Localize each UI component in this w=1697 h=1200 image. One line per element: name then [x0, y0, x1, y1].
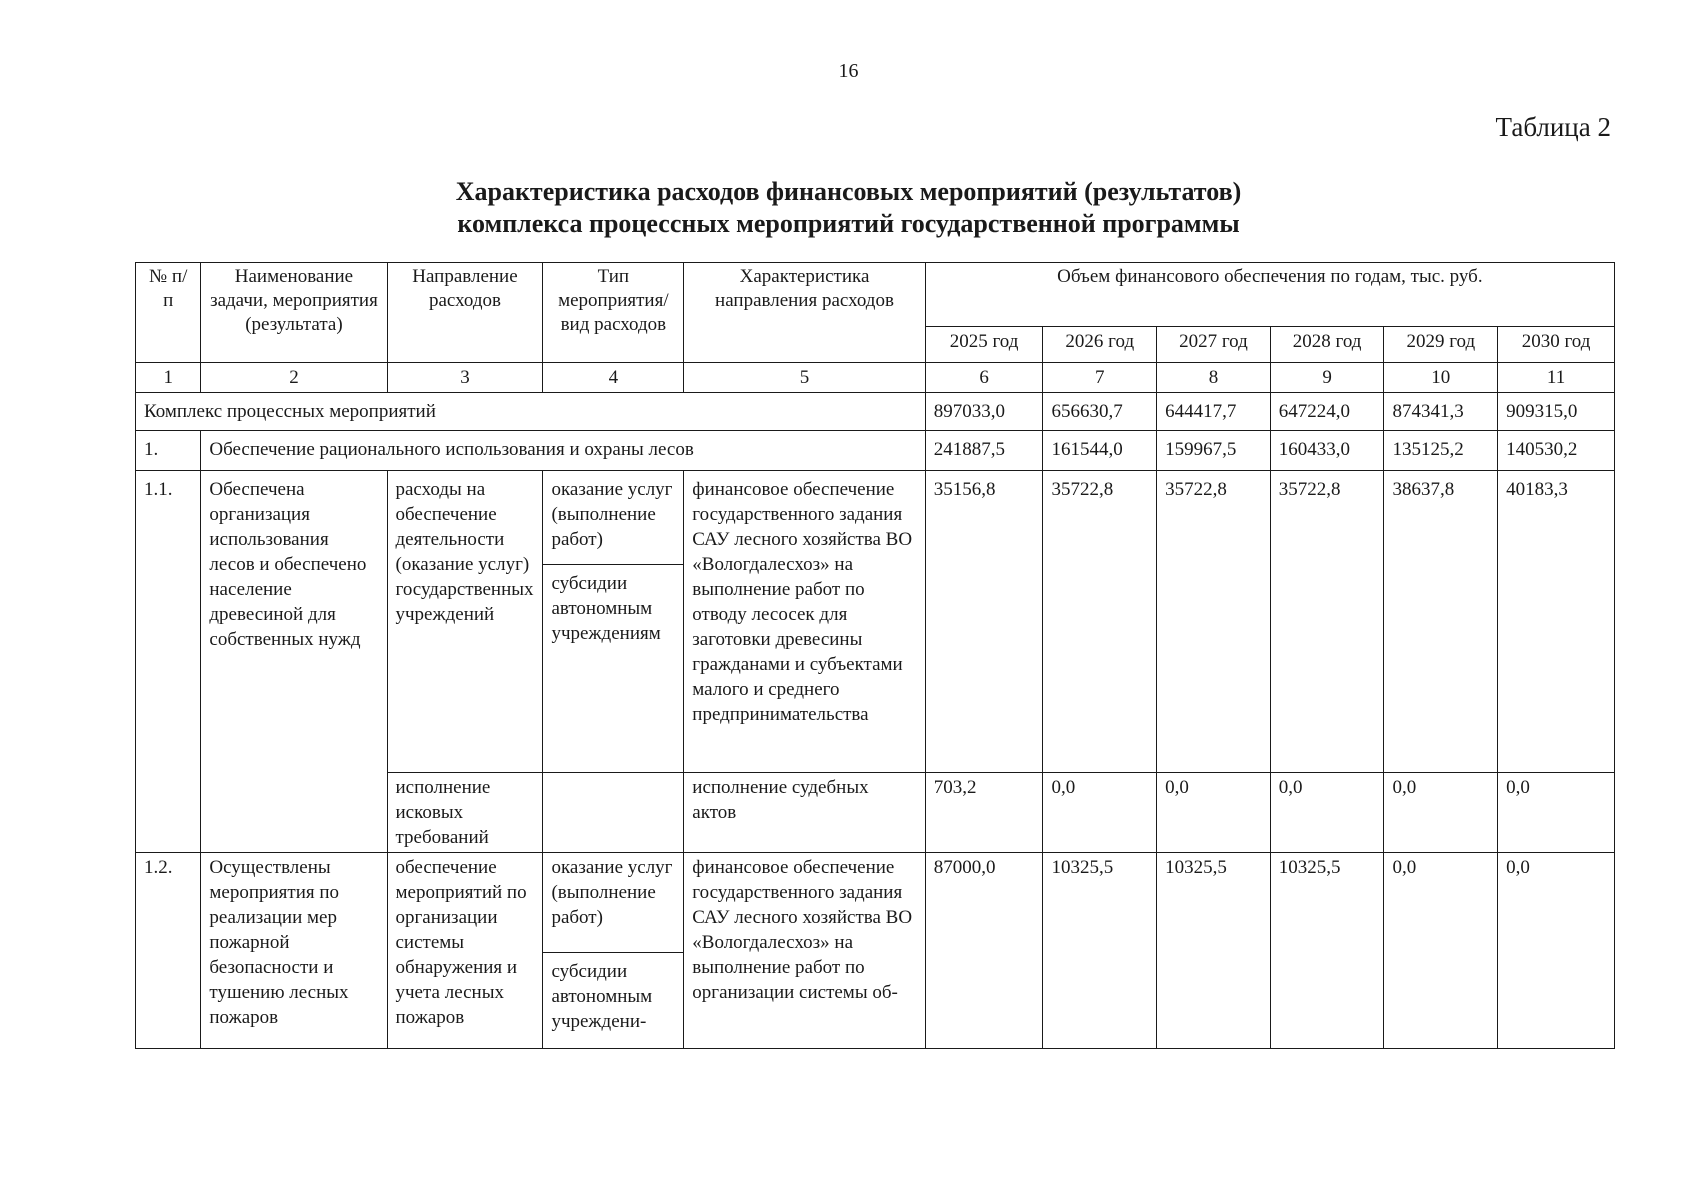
value-cell: 656630,7 [1043, 393, 1157, 431]
value-cell: 644417,7 [1157, 393, 1271, 431]
header-num: № п/п [136, 263, 201, 363]
expense-type-bottom: субсидии автономным учреждени- [551, 961, 653, 1032]
value-cell: 897033,0 [925, 393, 1043, 431]
header-characteristic: Характеристика направления расходов [684, 263, 925, 363]
value-cell: 703,2 [925, 773, 1043, 853]
expense-type [543, 853, 684, 1049]
table-row [136, 471, 1615, 773]
header-volume: Объем финансового обеспечения по годам, тыс. руб. [925, 263, 1614, 327]
header-name: Наименование задачи, мероприятия (результата) [201, 263, 387, 363]
expense-characteristic: финансовое обеспечение государственного задания САУ лесного хозяйства ВО «Вологдалесхоз» на выполнение работ по отводу лесосек для заготовки древесины гражданами и субъектами малого и среднего предпринимательства [684, 471, 925, 773]
table-row-section [136, 431, 1615, 471]
value-cell: 35722,8 [1043, 471, 1157, 773]
header-year: 2025 год [925, 327, 1043, 363]
value-cell: 647224,0 [1270, 393, 1384, 431]
expense-type-top: оказание услуг (выполнение работ) [543, 853, 683, 953]
value-cell: 40183,3 [1498, 471, 1615, 773]
title-line-1: Характеристика расходов финансовых мероприятий (результатов) [455, 177, 1242, 206]
header-year: 2030 год [1498, 327, 1615, 363]
table-row [136, 853, 1615, 1049]
value-cell: 0,0 [1043, 773, 1157, 853]
column-number: 8 [1157, 363, 1271, 393]
column-number: 2 [201, 363, 387, 393]
value-cell: 135125,2 [1384, 431, 1498, 471]
expense-type-bottom: субсидии автономным учреждениям [551, 573, 661, 644]
value-cell: 874341,3 [1384, 393, 1498, 431]
value-cell: 140530,2 [1498, 431, 1615, 471]
measure-name: Обеспечена организация использования лесов и обеспечено население древесиной для собственных нужд [201, 471, 387, 853]
value-cell: 35722,8 [1157, 471, 1271, 773]
value-cell: 241887,5 [925, 431, 1043, 471]
column-number: 3 [387, 363, 543, 393]
row-number: 1.1. [136, 471, 201, 853]
value-cell: 0,0 [1270, 773, 1384, 853]
header-type: Тип мероприятия/вид расходов [543, 263, 684, 363]
column-number: 11 [1498, 363, 1615, 393]
page-number: 16 [838, 60, 859, 82]
expense-direction: расходы на обеспечение деятельности (оказание услуг) государственных учреждений [387, 471, 543, 773]
expense-type [543, 471, 684, 773]
column-number: 6 [925, 363, 1043, 393]
value-cell: 0,0 [1498, 773, 1615, 853]
row-number: 1. [136, 431, 201, 471]
value-cell: 160433,0 [1270, 431, 1384, 471]
finance-table [135, 262, 1615, 1049]
complex-label: Комплекс процессных мероприятий [136, 393, 926, 431]
expense-direction: исполнение исковых требований [387, 773, 543, 853]
header-year: 2028 год [1270, 327, 1384, 363]
header-year: 2029 год [1384, 327, 1498, 363]
value-cell: 10325,5 [1157, 853, 1271, 1049]
expense-direction: обеспечение мероприятий по организации системы обнаружения и учета лесных пожаров [387, 853, 543, 1049]
header-direction: Направлениe расходов [387, 263, 543, 363]
value-cell: 10325,5 [1043, 853, 1157, 1049]
column-number: 5 [684, 363, 925, 393]
column-number: 4 [543, 363, 684, 393]
table-caption: Таблица 2 [1495, 112, 1611, 142]
column-number: 9 [1270, 363, 1384, 393]
value-cell: 38637,8 [1384, 471, 1498, 773]
column-number: 10 [1384, 363, 1498, 393]
header-year: 2026 год [1043, 327, 1157, 363]
title-line-2: комплекса процессных мероприятий государственной программы [457, 209, 1240, 238]
header-year: 2027 год [1157, 327, 1271, 363]
value-cell: 0,0 [1384, 853, 1498, 1049]
row-number: 1.2. [136, 853, 201, 1049]
value-cell: 0,0 [1498, 853, 1615, 1049]
value-cell: 87000,0 [925, 853, 1043, 1049]
document-title [0, 176, 1697, 240]
value-cell: 159967,5 [1157, 431, 1271, 471]
expense-characteristic: финансовое обеспечение государственного задания САУ лесного хозяйства ВО «Вологдалесхоз» на выполнение работ по организации системы об- [684, 853, 925, 1049]
value-cell: 909315,0 [1498, 393, 1615, 431]
measure-name: Осуществлены мероприятия по реализации мер пожарной безопасности и тушению лесных пожаров [201, 853, 387, 1049]
expense-type [543, 773, 684, 853]
value-cell: 35156,8 [925, 471, 1043, 773]
expense-characteristic: исполнение судебных актов [684, 773, 925, 853]
expense-type-top: оказание услуг (выполнение работ) [543, 471, 683, 565]
value-cell: 0,0 [1384, 773, 1498, 853]
value-cell: 0,0 [1157, 773, 1271, 853]
section-label: Обеспечение рационального использования и охраны лесов [201, 431, 925, 471]
value-cell: 10325,5 [1270, 853, 1384, 1049]
value-cell: 161544,0 [1043, 431, 1157, 471]
column-number: 7 [1043, 363, 1157, 393]
value-cell: 35722,8 [1270, 471, 1384, 773]
table-row-complex [136, 393, 1615, 431]
column-number: 1 [136, 363, 201, 393]
